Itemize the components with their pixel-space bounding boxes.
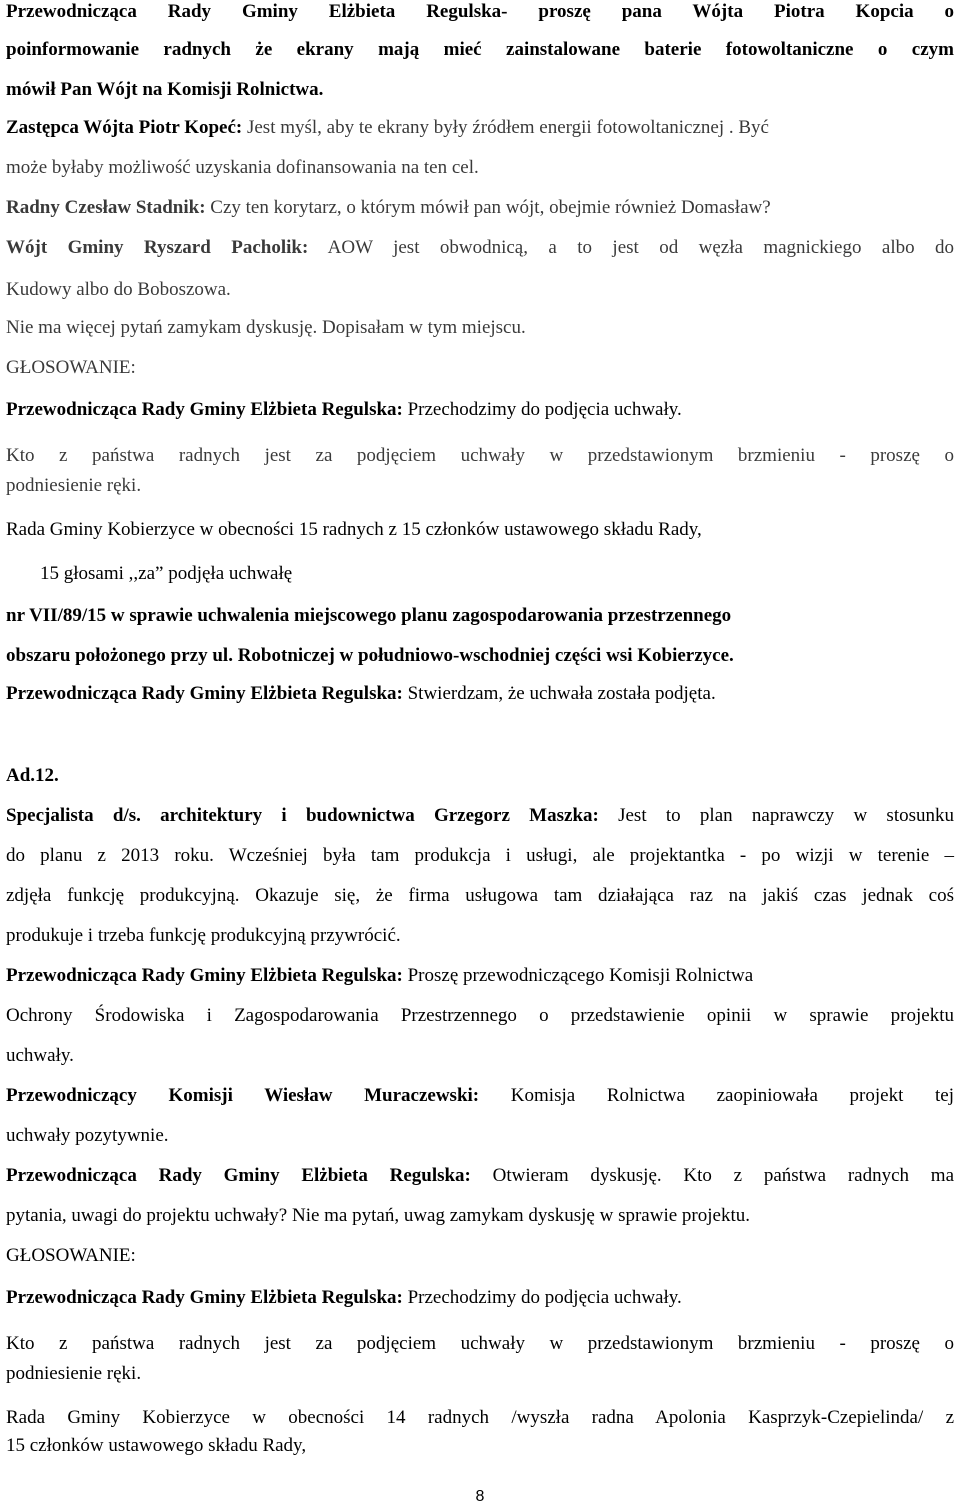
text-line: [6, 518, 954, 542]
bold-text: Wójt Gminy Ryszard Pacholik:: [6, 237, 309, 258]
text-line: [6, 1004, 954, 1028]
bold-text: Zastępca Wójta Piotr Kopeć:: [6, 117, 243, 138]
text-line: [6, 38, 954, 62]
text-run: Stwierdzam, że uchwała została podjęta.: [402, 683, 716, 704]
text-line: [6, 1362, 954, 1386]
text-line: [6, 196, 954, 220]
text-run: podniesienie ręki.: [6, 475, 142, 496]
text-line: [6, 444, 954, 468]
text-run: Rada Gminy Kobierzyce w obecności 14 radnych /wyszła radna Apolonia Kasprzyk-Czepielinda/ z: [6, 1407, 954, 1428]
text-line: [6, 644, 954, 668]
bold-text: Przewodnicząca Rady Gminy Elżbieta Regulska:: [6, 1165, 471, 1186]
text-line: [6, 1044, 954, 1068]
text-line: [6, 474, 954, 498]
text-line: [6, 1434, 954, 1458]
text-line: [6, 1244, 954, 1268]
bold-text: Przewodnicząca Rady Gminy Elżbieta Regulska:: [6, 965, 403, 986]
text-line: [6, 1286, 954, 1310]
text-run: Przechodzimy do podjęcia uchwały.: [402, 399, 682, 420]
bold-text: Radny Czesław Stadnik:: [6, 197, 206, 218]
text-line: [6, 278, 954, 302]
bold-text: Przewodnicząca Rady Gminy Elżbieta Regulska:: [6, 683, 403, 704]
text-line: [6, 1124, 954, 1148]
text-line: [6, 562, 960, 586]
text-line: [6, 1164, 954, 1188]
text-run: uchwały pozytywnie.: [6, 1125, 169, 1146]
bold-text: Ad.12.: [6, 765, 59, 786]
text-line: [6, 1084, 954, 1108]
bold-text: poinformowanie radnych że ekrany mają mieć zainstalowane baterie fotowoltaniczne o czym: [6, 39, 954, 60]
bold-text: Przewodniczący Komisji Wiesław Muraczewski:: [6, 1085, 480, 1106]
text-line: [6, 0, 954, 24]
text-line: [6, 884, 954, 908]
text-line: [6, 844, 954, 868]
text-line: [6, 78, 954, 102]
bold-text: mówił Pan Wójt na Komisji Rolnictwa.: [6, 79, 324, 100]
text-line: [6, 604, 954, 628]
text-run: Ochrony Środowiska i Zagospodarowania Przestrzennego o przedstawienie opinii w sprawie projektu: [6, 1005, 954, 1026]
text-line: [6, 1406, 954, 1430]
text-line: [6, 156, 954, 180]
text-run: Komisja Rolnictwa zaopiniowała projekt tej: [479, 1085, 954, 1106]
text-run: 15 członków ustawowego składu Rady,: [6, 1435, 307, 1456]
text-run: Jest to plan naprawczy w stosunku: [598, 805, 954, 826]
text-run: pytania, uwagi do projektu uchwały? Nie ma pytań, uwag zamykam dyskusję w sprawie projektu.: [6, 1205, 750, 1226]
text-run: do planu z 2013 roku. Wcześniej była tam produkcja i usługi, ale projektantka - po wizji w terenie –: [6, 845, 954, 866]
text-run: Czy ten korytarz, o którym mówił pan wójt, obejmie również Domasław?: [205, 197, 771, 218]
text-run: 15 głosami ,,za” podjęła uchwałę: [40, 563, 293, 584]
bold-text: nr VII/89/15 w sprawie uchwalenia miejscowego planu zagospodarowania przestrzennego: [6, 605, 732, 626]
text-run: Kudowy albo do Boboszowa.: [6, 279, 231, 300]
text-line: [6, 356, 954, 380]
text-run: GŁOSOWANIE:: [6, 357, 136, 378]
text-line: [6, 398, 954, 422]
text-line: [6, 1332, 954, 1356]
text-line: [6, 1204, 954, 1228]
text-run: GŁOSOWANIE:: [6, 1245, 136, 1266]
bold-text: Specjalista d/s. architektury i budownictwa Grzegorz Maszka:: [6, 805, 599, 826]
text-run: Przechodzimy do podjęcia uchwały.: [402, 1287, 682, 1308]
bold-text: Przewodnicząca Rady Gminy Elżbieta Regulska- proszę pana Wójta Piotra Kopcia o: [6, 1, 954, 22]
text-line: [6, 964, 954, 988]
text-run: produkuje i trzeba funkcję produkcyjną przywrócić.: [6, 925, 401, 946]
text-line: [6, 764, 954, 788]
text-line: [6, 236, 954, 260]
text-line: [6, 804, 954, 828]
text-line: [6, 116, 954, 140]
text-run: Nie ma więcej pytań zamykam dyskusję. Dopisałam w tym miejscu.: [6, 317, 526, 338]
text-run: Jest myśl, aby te ekrany były źródłem energii fotowoltanicznej . Być: [242, 117, 769, 138]
text-line: [6, 316, 954, 340]
text-line: [6, 924, 954, 948]
bold-text: Przewodnicząca Rady Gminy Elżbieta Regulska:: [6, 399, 403, 420]
bold-text: obszaru położonego przy ul. Robotniczej w południowo-wschodniej części wsi Kobierzyce.: [6, 645, 734, 666]
text-run: Kto z państwa radnych jest za podjęciem uchwały w przedstawionym brzmieniu - proszę o: [6, 1333, 954, 1354]
text-run: Kto z państwa radnych jest za podjęciem uchwały w przedstawionym brzmieniu - proszę o: [6, 445, 954, 466]
text-run: AOW jest obwodnicą, a to jest od węzła magnickiego albo do: [308, 237, 955, 258]
text-run: podniesienie ręki.: [6, 1363, 142, 1384]
text-line: [6, 682, 954, 706]
text-run: zdjęła funkcję produkcyjną. Okazuje się, że firma usługowa tam działająca raz na jakiś czas jednak coś: [6, 885, 954, 906]
bold-text: Przewodnicząca Rady Gminy Elżbieta Regulska:: [6, 1287, 403, 1308]
page-number: 8: [475, 1488, 485, 1505]
text-run: Proszę przewodniczącego Komisji Rolnictwa: [402, 965, 754, 986]
text-run: Rada Gminy Kobierzyce w obecności 15 radnych z 15 członków ustawowego składu Rady,: [6, 519, 702, 540]
text-run: może byłaby możliwość uzyskania dofinansowania na ten cel.: [6, 157, 479, 178]
text-run: uchwały.: [6, 1045, 74, 1066]
text-run: Otwieram dyskusję. Kto z państwa radnych ma: [470, 1165, 955, 1186]
